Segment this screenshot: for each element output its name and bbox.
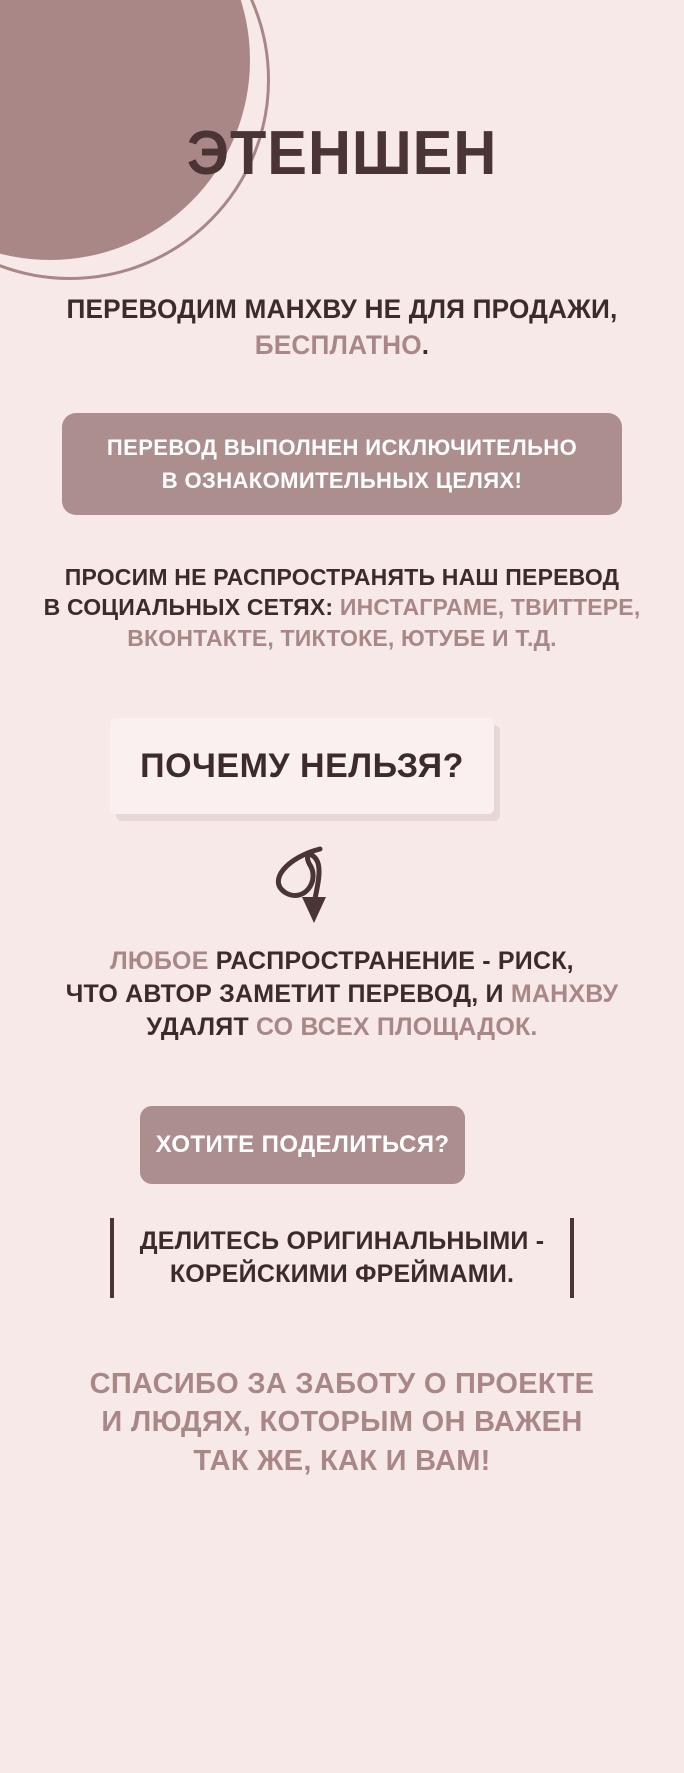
intro-line-2 — [10, 328, 673, 364]
thanks-message — [0, 1365, 684, 1480]
request-social-list-1: ИНСТАГРАМЕ, ТВИТТЕРЕ, — [339, 594, 641, 621]
intro-period: . — [421, 329, 430, 360]
risk-line-3 — [0, 1011, 684, 1044]
risk-platforms-words: СО ВСЕХ ПЛОЩАДОК. — [256, 1013, 538, 1041]
quote-bar-right — [570, 1218, 574, 1298]
intro-free-word: БЕСПЛАТНО — [254, 329, 422, 360]
share-button[interactable] — [140, 1106, 465, 1184]
thanks-line-3: ТАК ЖЕ, КАК И ВАМ! — [193, 1444, 491, 1477]
why-not-card — [110, 718, 494, 814]
request-line-1: ПРОСИМ НЕ РАСПРОСТРАНЯТЬ НАШ ПЕРЕВОД — [64, 564, 620, 590]
share-button-label: ХОТИТЕ ПОДЕЛИТЬСЯ? — [155, 1131, 450, 1158]
disclaimer-line-2: В ОЗНАКОМИТЕЛЬНЫХ ЦЕЛЯХ! — [161, 468, 523, 493]
page-title: ЭТЕНШЕН — [186, 119, 498, 188]
risk-line-1-rest: РАСПРОСТРАНЕНИЕ - РИСК, — [215, 947, 574, 975]
why-not-label: ПОЧЕМУ НЕЛЬЗЯ? — [140, 746, 464, 785]
quote-line-2: КОРЕЙСКИМИ ФРЕЙМАМИ. — [169, 1260, 515, 1288]
disclaimer-line-1: ПЕРЕВОД ВЫПОЛНЕН ИСКЛЮЧИТЕЛЬНО — [106, 435, 578, 460]
intro-statement — [10, 292, 673, 363]
risk-any-word: ЛЮБОЕ — [110, 947, 216, 975]
request-line-2 — [0, 592, 684, 622]
risk-line-1 — [0, 945, 684, 978]
risk-delete-word: УДАЛЯТ — [146, 1013, 257, 1041]
thanks-line-2: И ЛЮДЯХ, КОТОРЫМ ОН ВАЖЕН — [101, 1406, 583, 1439]
request-social-list-2: ВКОНТАКТЕ, ТИКТОКЕ, ЮТУБЕ И Т.Д. — [127, 624, 557, 651]
risk-line-2-main: ЧТО АВТОР ЗАМЕТИТ ПЕРЕВОД, И — [65, 980, 511, 1008]
thanks-line-1: СПАСИБО ЗА ЗАБОТУ О ПРОЕКТЕ — [89, 1368, 595, 1400]
request-social-label: В СОЦИАЛЬНЫХ СЕТЯХ: — [43, 594, 340, 621]
risk-statement — [0, 945, 684, 1044]
risk-line-2 — [0, 978, 684, 1011]
risk-manhwa-word: МАНХВУ — [510, 980, 619, 1008]
disclaimer-banner — [62, 413, 622, 515]
quote-text — [114, 1225, 570, 1291]
intro-line-1: ПЕРЕВОДИМ МАНХВУ НЕ ДЛЯ ПРОДАЖИ, — [66, 294, 618, 324]
request-statement — [0, 562, 684, 653]
quote-line-1: ДЕЛИТЕСЬ ОРИГИНАЛЬНЫМИ - — [139, 1227, 545, 1255]
advice-quote — [0, 1218, 684, 1298]
curved-arrow-down-icon — [248, 845, 368, 935]
